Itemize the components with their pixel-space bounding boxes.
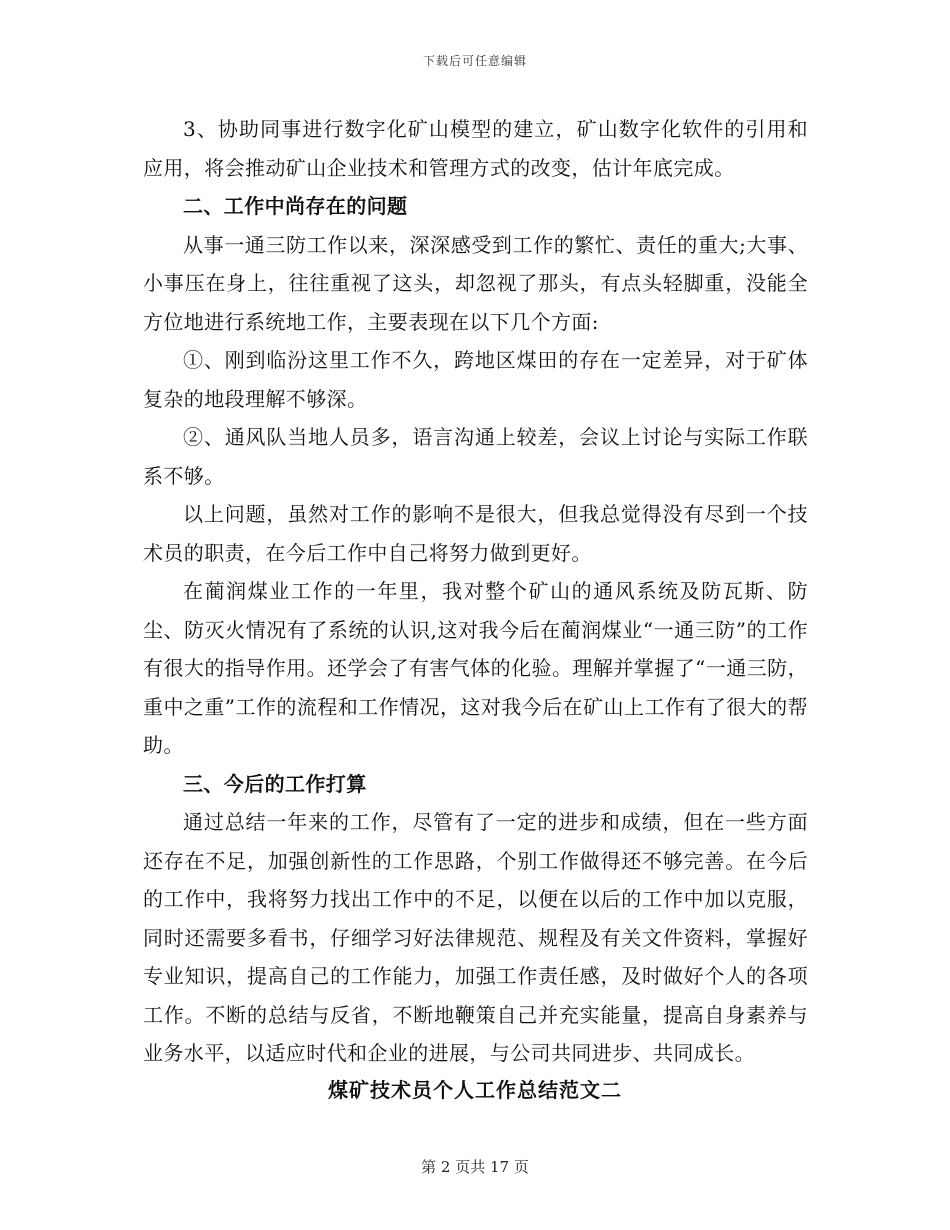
section-heading-problems: 二、工作中尚存在的问题 xyxy=(183,194,408,218)
page-footer: 第 2 页共 17 页 xyxy=(421,1158,529,1176)
paragraph-problem-1: ①、刚到临汾这里工作不久，跨地区煤田的存在一定差异，对于矿体复杂的地段理解不够深。 xyxy=(143,348,808,411)
page-header: 下载后可任意编辑 xyxy=(422,54,527,68)
section-heading-plans: 三、今后的工作打算 xyxy=(183,771,367,796)
paragraph-future-plans: 通过总结一年来的工作，尽管有了一定的进步和成绩，但在一些方面还存在不足，加强创新性的工作思路，个别工作做得还不够完善。在今后的工作中，我将努力找出工作中的不足，以便在以后的工作中加以克服，同时还需要多看书，仔细学习好法律规范、规程及有关文件资料，掌握好专业知识，提高自己的工作能力，加强工作责任感，及时做好个人的各项工作。不断的总结与反省，不断地鞭策自己并充实能量，提高自身素养与业务水平，以适应时代和企业的进展，与公司共同进步、共同成长。 xyxy=(143,810,808,1065)
document-body xyxy=(143,110,808,1073)
paragraph-problem-2: ②、通风队当地人员多，语言沟通上较差，会议上讨论与实际工作联系不够。 xyxy=(143,425,808,488)
paragraph-problems-summary: 以上问题，虽然对工作的影响不是很大，但我总觉得没有尽到一个技术员的职责，在今后工作中自己将努力做到更好。 xyxy=(143,502,808,565)
paragraph-year-review: 在蔺润煤业工作的一年里，我对整个矿山的通风系统及防瓦斯、防尘、防灭火情况有了系统的认识,这对我今后在蔺润煤业“一通三防”的工作有很大的指导作用。还学会了有害气体的化验。理解并掌握了“一通三防，重中之重”工作的流程和工作情况，这对我今后在矿山上工作有了很大的帮助。 xyxy=(143,579,808,757)
paragraph-item-3: 3、协助同事进行数字化矿山模型的建立，矿山数字化软件的引用和应用，将会推动矿山企业技术和管理方式的改变，估计年底完成。 xyxy=(143,117,808,180)
paragraph-problems-intro: 从事一通三防工作以来，深深感受到工作的繁忙、责任的重大;大事、小事压在身上，往往重视了这头，却忽视了那头，有点头轻脚重，没能全方位地进行系统地工作，主要表现在以下几个方面: xyxy=(143,232,808,334)
document-subtitle: 煤矿技术员个人工作总结范文二 xyxy=(328,1078,622,1102)
